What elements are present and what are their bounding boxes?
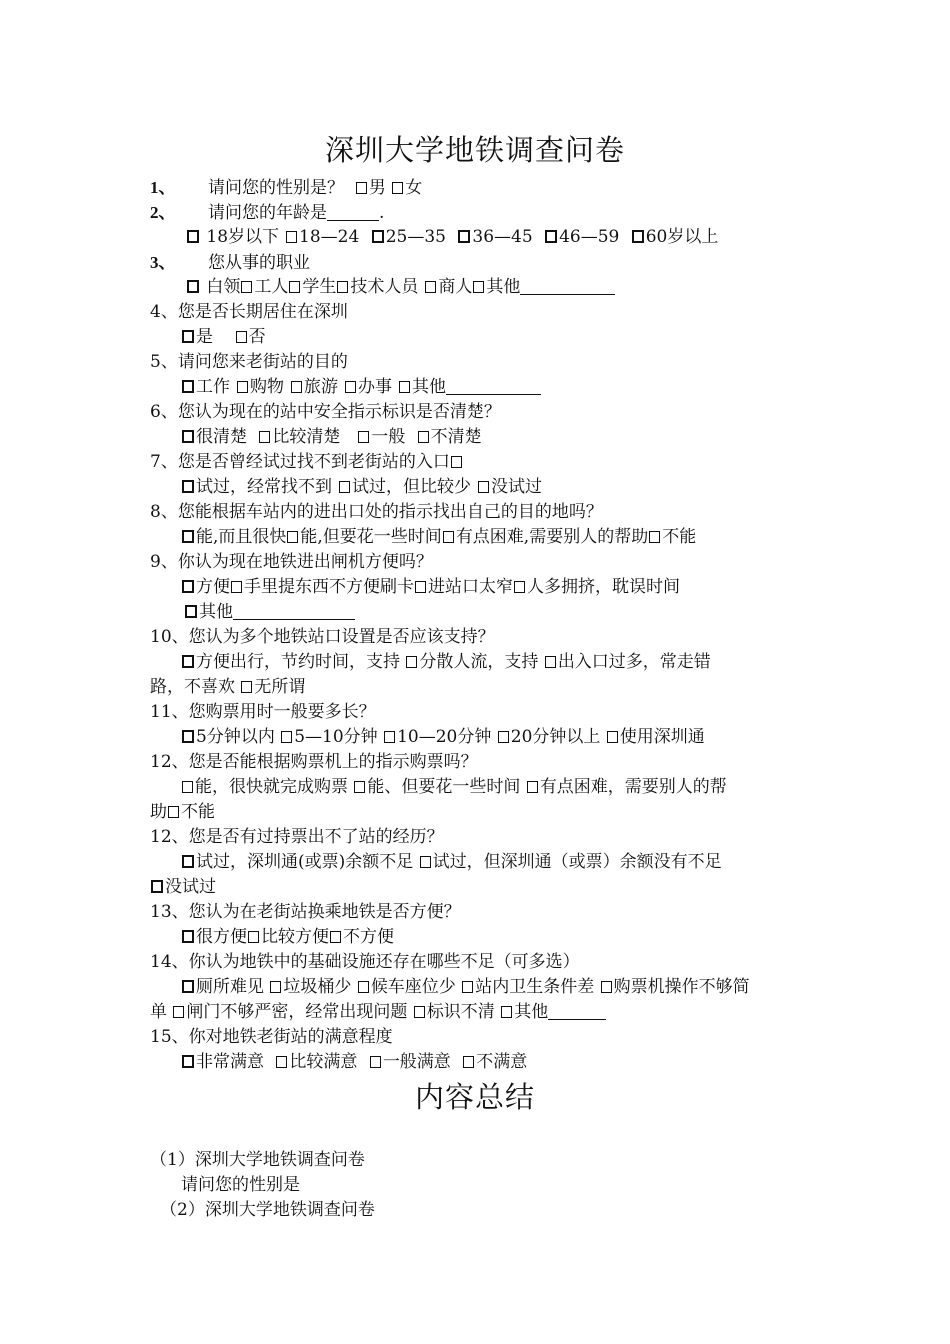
question-12b-options: 试过，深圳通(或票)余额不足 试过，但深圳通（或票）余额没有不足 xyxy=(181,850,722,875)
checkbox[interactable] xyxy=(358,431,369,443)
checkbox[interactable] xyxy=(182,930,194,943)
checkbox[interactable] xyxy=(462,981,473,993)
checkbox[interactable] xyxy=(418,431,429,443)
checkbox[interactable] xyxy=(425,281,436,293)
question-13-options: 很方便 比较方便 不方便 xyxy=(181,925,394,950)
checkbox[interactable] xyxy=(259,431,270,443)
question-10-options-cont: 路，不喜欢 无所谓 xyxy=(150,677,306,697)
checkbox[interactable] xyxy=(632,230,644,243)
checkbox[interactable] xyxy=(501,1006,512,1018)
summary-line-2: 请问您的性别是 xyxy=(181,1175,300,1195)
question-3: 3、 您从事的职业 xyxy=(150,253,310,273)
checkbox[interactable] xyxy=(514,581,525,593)
checkbox[interactable] xyxy=(270,981,281,993)
checkbox[interactable] xyxy=(345,381,356,393)
checkbox[interactable] xyxy=(182,430,194,443)
summary-line-3: （2）深圳大学地铁调查问卷 xyxy=(160,1200,375,1220)
checkbox[interactable] xyxy=(414,1006,425,1018)
checkbox[interactable] xyxy=(187,230,199,243)
checkbox[interactable] xyxy=(286,231,297,243)
checkbox[interactable] xyxy=(241,281,252,293)
checkbox[interactable] xyxy=(601,981,612,993)
question-12a-options-cont: 助 不能 xyxy=(150,802,215,822)
checkbox[interactable] xyxy=(545,230,557,243)
checkbox[interactable] xyxy=(182,580,194,593)
checkbox[interactable] xyxy=(182,530,194,543)
question-6-options: 很清楚 比较清楚 一般 不清楚 xyxy=(181,425,482,450)
checkbox[interactable] xyxy=(354,781,365,793)
question-10-options: 方便出行，节约时间，支持 分散人流，支持 出入口过多，常走错 xyxy=(181,650,711,675)
question-9-options: 方便 手里提东西不方便刷卡 进站口太窄 人多拥挤，耽误时间 xyxy=(181,575,680,600)
question-15: 15、你对地铁老街站的满意程度 xyxy=(150,1027,393,1047)
checkbox[interactable] xyxy=(406,656,417,668)
checkbox[interactable] xyxy=(187,280,199,293)
checkbox[interactable] xyxy=(443,531,454,543)
question-4: 4、您是否长期居住在深圳 xyxy=(150,302,348,322)
checkbox[interactable] xyxy=(337,281,348,293)
question-8: 8、您能根据车站内的进出口处的指示找出自己的目的地吗？ xyxy=(150,502,603,522)
checkbox[interactable] xyxy=(236,331,247,343)
question-6: 6、您认为现在的站中安全指示标识是否清楚？ xyxy=(150,402,501,422)
question-11-options: 5分钟以内 5—10分钟 10—20分钟 20分钟以上 使用深圳通 xyxy=(181,725,705,750)
checkbox[interactable] xyxy=(168,806,179,818)
question-13: 13、您认为在老街站换乘地铁是否方便？ xyxy=(150,902,461,922)
checkbox[interactable] xyxy=(237,381,248,393)
checkbox[interactable] xyxy=(415,581,426,593)
checkbox[interactable] xyxy=(463,1056,474,1068)
answer-blank[interactable] xyxy=(327,202,379,221)
checkbox[interactable] xyxy=(545,656,556,668)
question-5-options: 工作 购物 旅游 办事 其他 xyxy=(181,375,541,400)
checkbox[interactable] xyxy=(607,731,618,743)
question-2: 2、 请问您的年龄是 . xyxy=(150,203,385,223)
checkbox[interactable] xyxy=(384,731,395,743)
checkbox[interactable] xyxy=(185,605,197,618)
question-14-options: 厕所难见 垃圾桶少 候车座位少 站内卫生条件差 购票机操作不够简 xyxy=(181,975,750,1000)
checkbox[interactable] xyxy=(182,980,194,993)
question-7: 7、您是否曾经试过找不到老街站的入口 xyxy=(150,450,464,475)
question-3-options: 白领 工人 学生 技术人员 商人 其他 xyxy=(186,275,615,300)
checkbox[interactable] xyxy=(330,931,341,943)
checkbox[interactable] xyxy=(182,730,194,743)
checkbox[interactable] xyxy=(182,380,194,393)
checkbox[interactable] xyxy=(248,931,259,943)
question-14: 14、你认为地铁中的基础设施还存在哪些不足（可多选） xyxy=(150,952,580,972)
checkbox[interactable] xyxy=(458,230,470,243)
checkbox[interactable] xyxy=(339,481,350,493)
checkbox xyxy=(451,456,462,468)
question-1: 1、 请问您的性别是？ 男 女 xyxy=(150,178,423,198)
question-4-options: 是 否 xyxy=(181,325,266,350)
checkbox[interactable] xyxy=(392,182,403,194)
question-14-options-cont: 单 闸门不够严密，经常出现问题 标识不清 其他 xyxy=(150,1000,606,1025)
checkbox[interactable] xyxy=(420,856,431,868)
checkbox[interactable] xyxy=(372,230,384,243)
checkbox[interactable] xyxy=(281,731,292,743)
summary-title: 内容总结 xyxy=(414,1080,535,1114)
question-10: 10、您认为多个地铁站口设置是否应该支持？ xyxy=(150,627,495,647)
question-15-options: 非常满意 比较满意 一般满意 不满意 xyxy=(181,1050,527,1075)
checkbox[interactable] xyxy=(649,531,660,543)
checkbox[interactable] xyxy=(231,581,242,593)
page-title: 深圳大学地铁调查问卷 xyxy=(324,133,625,167)
checkbox[interactable] xyxy=(473,281,484,293)
checkbox[interactable] xyxy=(287,531,298,543)
checkbox[interactable] xyxy=(399,381,410,393)
answer-blank[interactable] xyxy=(446,376,541,395)
checkbox[interactable] xyxy=(356,182,367,194)
question-12b-options-cont: 没试过 xyxy=(150,875,216,900)
checkbox[interactable] xyxy=(289,281,300,293)
question-11: 11、您购票用时一般要多长？ xyxy=(150,702,376,722)
checkbox[interactable] xyxy=(182,480,194,493)
checkbox[interactable] xyxy=(182,655,194,668)
checkbox[interactable] xyxy=(276,1056,287,1068)
question-12a: 12、您是否能根据购票机上的指示购票吗？ xyxy=(150,752,478,772)
checkbox[interactable] xyxy=(182,1055,194,1068)
checkbox[interactable] xyxy=(527,781,538,793)
question-12b: 12、您是否有过持票出不了站的经历？ xyxy=(150,827,444,847)
checkbox[interactable] xyxy=(370,1056,381,1068)
checkbox[interactable] xyxy=(498,731,509,743)
checkbox[interactable] xyxy=(182,855,194,868)
answer-blank[interactable] xyxy=(548,1001,606,1020)
question-12a-options: 能，很快就完成购票 能、但要花一些时间 有点困难，需要别人的帮 xyxy=(181,775,727,800)
question-7-options: 试过，经常找不到 试过，但比较少 没试过 xyxy=(181,475,542,500)
checkbox[interactable] xyxy=(358,981,369,993)
question-9-options-cont: 其他 xyxy=(184,600,355,625)
question-9: 9、你认为现在地铁进出闸机方便吗？ xyxy=(150,552,433,572)
question-2-options: 18岁以下 18—24 25—35 36—45 46—59 60岁以上 xyxy=(186,225,718,250)
answer-blank[interactable] xyxy=(233,601,355,620)
checkbox[interactable] xyxy=(241,681,252,693)
answer-blank[interactable] xyxy=(520,276,615,295)
question-5: 5、请问您来老街站的目的 xyxy=(150,352,348,372)
question-8-options: 能,而且很快 能,但要花一些时间 有点困难,需要别人的帮助 不能 xyxy=(181,525,696,550)
checkbox[interactable] xyxy=(478,481,489,493)
checkbox[interactable] xyxy=(173,1006,184,1018)
summary-line-1: （1）深圳大学地铁调查问卷 xyxy=(150,1150,365,1170)
checkbox[interactable] xyxy=(291,381,302,393)
checkbox[interactable] xyxy=(182,330,194,343)
checkbox[interactable] xyxy=(151,880,163,893)
checkbox[interactable] xyxy=(182,781,193,793)
